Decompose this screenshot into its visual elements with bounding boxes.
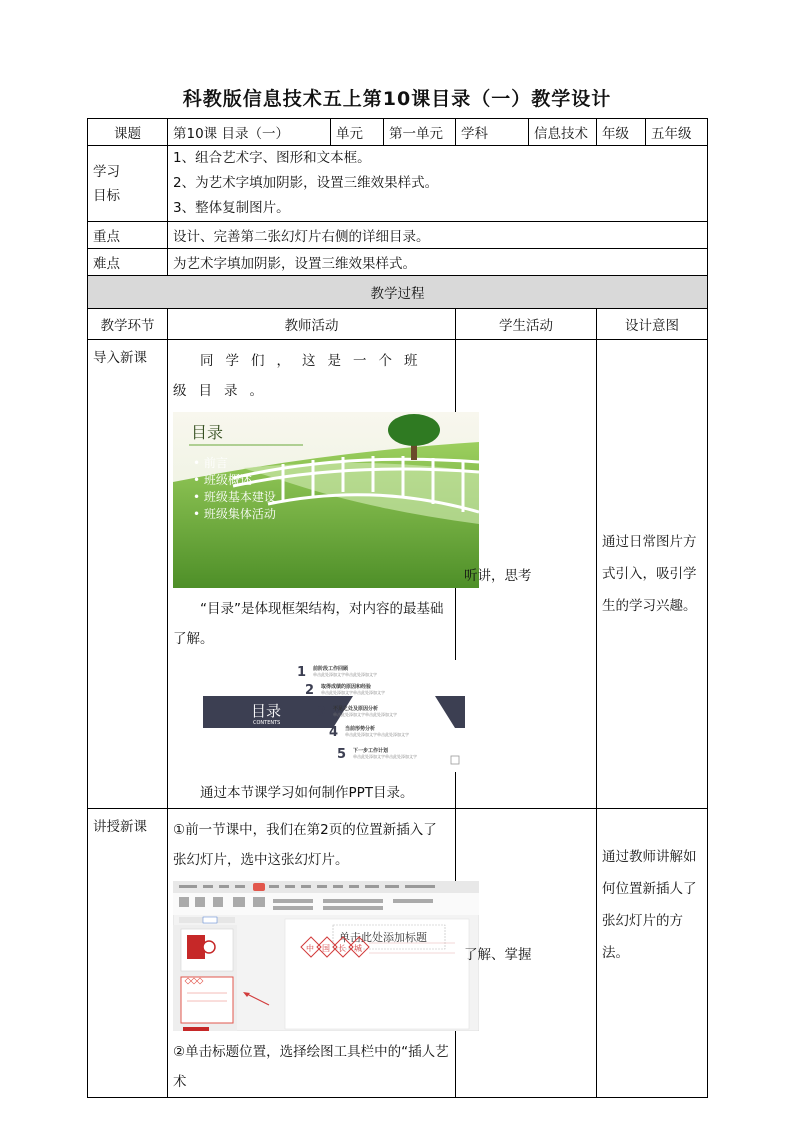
svg-text:单击此处添加文字单击此处添加文字: 单击此处添加文字单击此处添加文字: [313, 672, 377, 677]
col-teacher: 教师活动: [168, 309, 456, 340]
intro-text-1: 同学们，这是一个班级目录。: [173, 353, 430, 399]
difficulty-row: [88, 249, 708, 276]
contents-slide: [173, 660, 479, 772]
grade-label: 年级: [597, 119, 646, 146]
new-lesson-text-1: ①前一节课中，我们在第2页的位置新插入了张幻灯片，选中这张幻灯片。: [173, 822, 437, 868]
ppt-editor-screenshot: [173, 881, 479, 1031]
objective-item: 2、为艺术字填加阴影，设置三维效果样式。: [173, 175, 439, 191]
page-title: 科教版信息技术五上第10课目录（一）教学设计: [182, 88, 612, 110]
fig1-bullet: • 班级集体活动: [193, 507, 276, 521]
directory-photo: [173, 412, 479, 588]
slide-title-placeholder: 单击此处添加标题: [339, 931, 427, 944]
svg-text:当前形势分析: 当前形势分析: [345, 726, 376, 732]
fig2-num: 5: [337, 747, 347, 762]
subject-label: 学科: [456, 119, 529, 146]
info-row: [88, 119, 708, 146]
col-student: 学生活动: [456, 309, 597, 340]
objective-item: 3、整体复制图片。: [173, 200, 290, 216]
svg-text:取得成绩的原因和经验: 取得成绩的原因和经验: [321, 684, 372, 690]
new-lesson-stage: 讲授新课: [88, 809, 168, 1098]
new-lesson-teacher-activity: [168, 809, 456, 1098]
fig2-num: 2: [305, 683, 315, 698]
objectives-row: [88, 146, 708, 222]
fig2-banner-en: CONTENTS: [253, 720, 281, 726]
key-point-label: 重点: [88, 222, 168, 249]
new-lesson-row: [88, 809, 708, 1098]
objective-item: 1、组合艺术字、图形和文本框。: [173, 150, 371, 166]
key-point-value: 设计、完善第二张幻灯片右侧的详细目录。: [168, 222, 708, 249]
svg-text:城: 城: [354, 944, 362, 953]
col-stage: 教学环节: [88, 309, 168, 340]
svg-text:国: 国: [322, 944, 330, 953]
subject-value: 信息技术: [529, 119, 597, 146]
svg-text:不足之处及原因分析: 不足之处及原因分析: [333, 706, 379, 712]
objectives-list: [168, 146, 708, 222]
svg-text:前阶段工作回顾: 前阶段工作回顾: [313, 666, 349, 672]
new-lesson-student-activity: 了解、掌握: [456, 809, 597, 1098]
svg-text:单击此处添加文字单击此处添加文字: 单击此处添加文字单击此处添加文字: [353, 754, 417, 759]
svg-text:中: 中: [306, 944, 314, 953]
svg-text:单击此处添加文字单击此处添加文字: 单击此处添加文字单击此处添加文字: [321, 690, 385, 695]
process-header-row: [88, 276, 708, 309]
lesson-plan-table: [87, 118, 708, 1098]
svg-text:下一步工作计划: 下一步工作计划: [353, 748, 389, 754]
key-point-row: [88, 222, 708, 249]
intro-student-activity: 听讲，思考: [456, 340, 597, 809]
intro-text-3: 通过本节课学习如何制作PPT目录。: [200, 785, 414, 801]
intro-row: [88, 340, 708, 809]
fig1-heading: 目录: [191, 423, 224, 442]
new-lesson-text-2: ②单击标题位置，选择绘图工具栏中的“插人艺术: [173, 1044, 449, 1090]
intro-text-2: “目录”是体现框架结构，对内容的最基础了解。: [173, 601, 444, 647]
lesson-value: 第10课 目录（一）: [168, 119, 331, 146]
column-header-row: [88, 309, 708, 340]
difficulty-value: 为艺术字填加阴影，设置三维效果样式。: [168, 249, 708, 276]
svg-text:单击此处添加文字单击此处添加文字: 单击此处添加文字单击此处添加文字: [333, 712, 397, 717]
col-design: 设计意图: [597, 309, 708, 340]
process-header: 教学过程: [88, 276, 708, 309]
difficulty-label: 难点: [88, 249, 168, 276]
fig2-banner-cn: 目录: [251, 702, 282, 720]
fig2-num: 3: [317, 705, 327, 720]
fig2-num: 4: [329, 725, 339, 740]
fig1-bullet: • 班级基本建设: [193, 490, 276, 504]
lesson-label: 课题: [88, 119, 168, 146]
unit-value: 第一单元: [384, 119, 456, 146]
new-lesson-design-intent: 通过教师讲解如何位置新插人了张幻灯片的方法。: [597, 809, 708, 1098]
fig2-num: 1: [297, 665, 307, 680]
intro-design-intent: 通过日常图片方式引入，吸引学生的学习兴趣。: [597, 340, 708, 809]
intro-stage: 导入新课: [88, 340, 168, 809]
grade-value: 五年级: [646, 119, 708, 146]
svg-text:长: 长: [338, 944, 346, 953]
intro-teacher-activity: [168, 340, 456, 809]
svg-text:单击此处添加文字单击此处添加文字: 单击此处添加文字单击此处添加文字: [345, 732, 409, 737]
fig1-bullet: • 前言: [193, 456, 228, 470]
unit-label: 单元: [331, 119, 384, 146]
fig1-bullet: • 班级概述: [193, 473, 252, 487]
objectives-label: 学习 目标: [88, 146, 168, 222]
